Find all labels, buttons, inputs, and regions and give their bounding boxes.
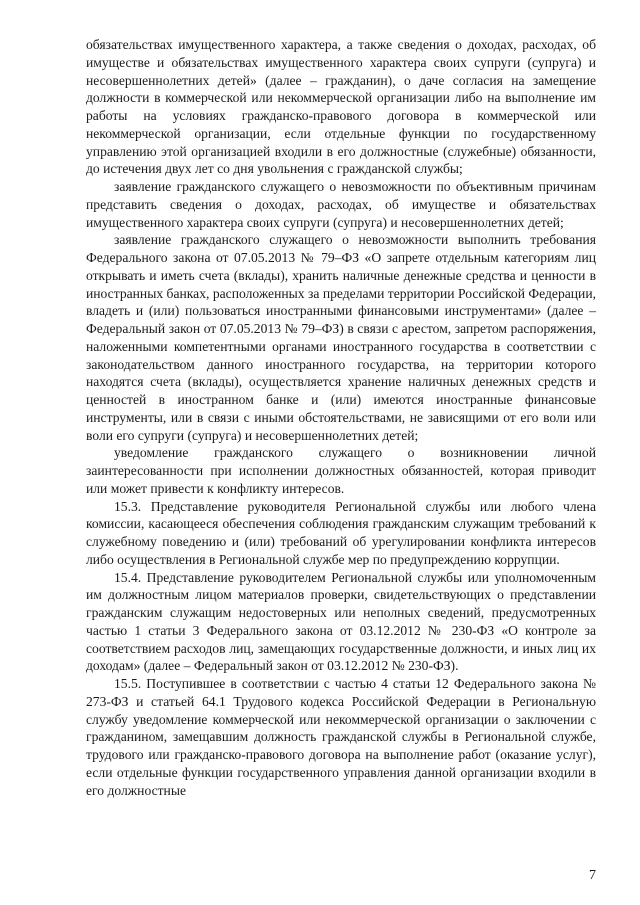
paragraph-15-4: 15.4. Представление руководителем Региональной службы или уполномоченным им должностным лицом материалов проверки, свидетельствующих о представлении гражданским служащим недостоверных или неполных сведений, предусмотренных частью 1 статьи 3 Федерального закона от 03.12.2012 № 230-ФЗ «О контроле за соответствием расходов лиц, замещающих государственные должности, и иных лиц их доходам» (далее – Федеральный закон от 03.12.2012 № 230-ФЗ). — [86, 569, 596, 674]
paragraph-statement-income-impossibility: заявление гражданского служащего о невозможности по объективным причинам представить сведения о доходах, расходах, об имуществе и обязательствах имущественного характера своих супруги (супруга) и несовершеннолетних детей; — [86, 179, 596, 230]
paragraph-continuation: обязательствах имущественного характера, а также сведения о доходах, расходах, об имуществе и обязательствах имущественного характера своих супруги (супруга) и несовершеннолетних детей» (далее – гражданин), о даче согласия на замещение должности в коммерческой или некоммерческой организации либо на выполнение им работы на условиях гражданско-правового договора в коммерческой или некоммерческой организации, если отдельные функции по государственному управлению этой организацией входили в его должностные (служебные) обязанности, до истечения двух лет со дня увольнения с гражданской службы; — [86, 37, 596, 177]
page-number: 7 — [589, 868, 596, 883]
paragraph-statement-federal-law-79: заявление гражданского служащего о невозможности выполнить требования Федерального закона от 07.05.2013 № 79–ФЗ «О запрете отдельным категориям лиц открывать и иметь счета (вклады), хранить наличные денежные средства и ценности в иностранных банках, расположенных за пределами территории Российской Федерации, владеть и (или) пользоваться иностранными финансовыми инструментами» (далее – Федеральный закон от 07.05.2013 № 79–ФЗ) в связи с арестом, запретом распоряжения, наложенными компетентными органами иностранного государства в соответствии с законодательством данного иностранного государства, на территории которого находятся счета (вклады), осуществляется хранение наличных денежных средств и ценностей в иностранном банке и (или) имеются иностранные финансовые инструменты, или в связи с иными обстоятельствами, не зависящими от его воли или воли его супруги (супруга) и несовершеннолетних детей; — [86, 232, 596, 443]
paragraph-notice-conflict-of-interest: уведомление гражданского служащего о возникновении личной заинтересованности при исполнении должностных обязанностей, которая приводит или может привести к конфликту интересов. — [86, 445, 596, 496]
paragraph-15-3: 15.3. Представление руководителя Региональной службы или любого члена комиссии, касающееся обеспечения соблюдения гражданским служащим требований к служебному поведению и (или) требований об урегулировании конфликта интересов либо осуществления в Региональной службе мер по предупреждению коррупции. — [86, 498, 596, 567]
document-body — [86, 36, 596, 799]
paragraph-15-5: 15.5. Поступившее в соответствии с частью 4 статьи 12 Федерального закона № 273-ФЗ и статьей 64.1 Трудового кодекса Российской Федерации в Региональную службу уведомление коммерческой или некоммерческой организации о заключении с гражданином, замещавшим должность гражданской службы в Региональной службе, трудового или гражданско-правового договора на выполнение работ (оказание услуг), если отдельные функции государственного управления данной организации входили в его должностные — [86, 676, 596, 798]
